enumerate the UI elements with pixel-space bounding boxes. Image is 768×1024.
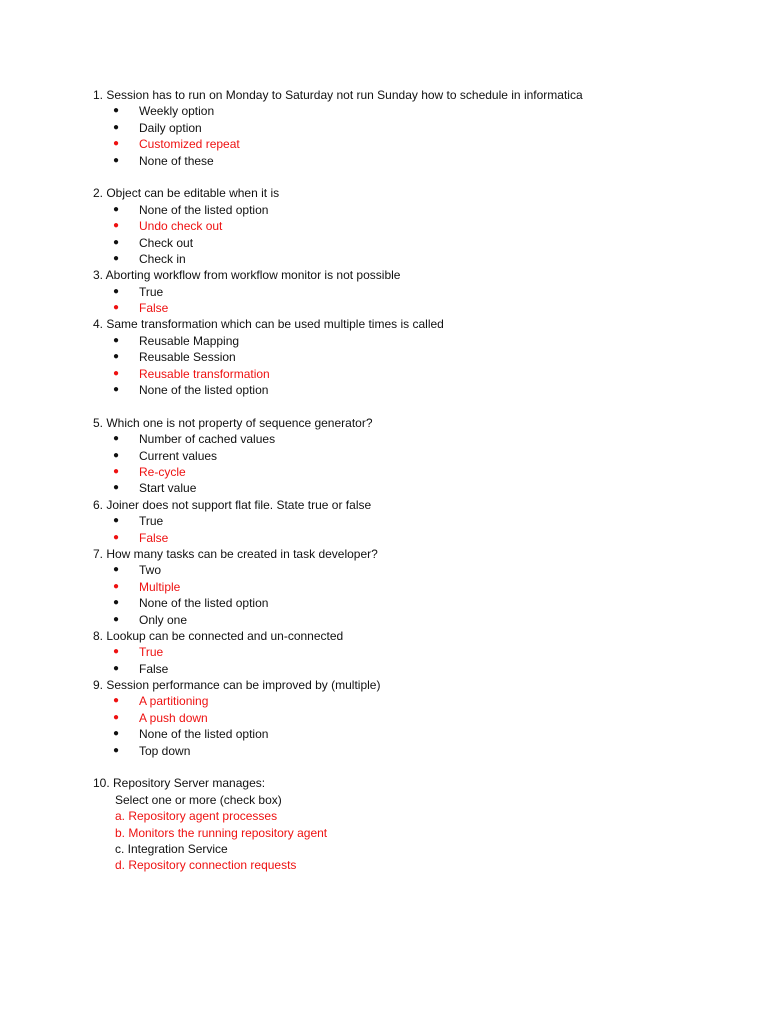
option-list <box>93 513 733 546</box>
question-title: 8. Lookup can be connected and un-connected <box>93 628 344 643</box>
option-text: Check out <box>139 235 194 250</box>
option-item <box>93 382 733 398</box>
option-item <box>93 103 733 119</box>
question-title: 3. Aborting workflow from workflow monitor is not possible <box>93 268 401 283</box>
option-item <box>93 612 733 628</box>
bullet-icon: ● <box>113 449 120 461</box>
option-list <box>93 333 733 399</box>
question-7 <box>93 546 733 628</box>
option-list <box>93 202 733 268</box>
option-item <box>93 726 733 742</box>
bullet-icon: ● <box>113 236 120 248</box>
option-item <box>93 431 733 447</box>
option-item-correct <box>93 464 733 480</box>
spacer <box>93 169 733 185</box>
bullet-icon: ● <box>113 367 120 379</box>
option-item <box>93 284 733 300</box>
option-item-correct <box>93 218 733 234</box>
bullet-icon: ● <box>113 695 120 707</box>
bullet-icon: ● <box>113 203 120 215</box>
option-item <box>93 349 733 365</box>
option-item <box>93 448 733 464</box>
bullet-icon: ● <box>113 252 120 264</box>
question-3 <box>93 267 733 316</box>
option-text: Two <box>139 563 162 578</box>
option-item <box>93 562 733 578</box>
option-item-correct <box>93 579 733 595</box>
question-title: 4. Same transformation which can be used multiple times is called <box>93 317 444 332</box>
question-5 <box>93 415 733 497</box>
question-title: 10. Repository Server manages: <box>93 776 266 791</box>
option-item <box>93 202 733 218</box>
option-text: None of these <box>139 153 214 168</box>
option-list <box>93 562 733 628</box>
option-text: Top down <box>139 743 191 758</box>
option-text: A push down <box>139 710 208 725</box>
lettered-option-correct: d. Repository connection requests <box>115 858 297 873</box>
question-list <box>93 87 733 874</box>
question-title: 9. Session performance can be improved by (multiple) <box>93 678 381 693</box>
lettered-option: c. Integration Service <box>115 841 228 856</box>
lettered-option-correct: a. Repository agent processes <box>115 809 278 824</box>
option-list <box>93 644 733 677</box>
bullet-icon: ● <box>113 646 120 658</box>
bullet-icon: ● <box>113 105 120 117</box>
bullet-icon: ● <box>113 433 120 445</box>
question-1 <box>93 87 733 169</box>
bullet-icon: ● <box>113 744 120 756</box>
option-text: Number of cached values <box>139 432 276 447</box>
option-text: True <box>139 514 164 529</box>
option-item <box>93 120 733 136</box>
question-9 <box>93 677 733 759</box>
option-text: Only one <box>139 612 188 627</box>
question-title: 7. How many tasks can be created in task developer? <box>93 546 378 561</box>
option-list <box>93 431 733 497</box>
option-item <box>93 480 733 496</box>
option-text: Reusable Mapping <box>139 333 240 348</box>
bullet-icon: ● <box>113 564 120 576</box>
option-item-correct <box>93 366 733 382</box>
option-text: False <box>139 301 169 316</box>
bullet-icon: ● <box>113 384 120 396</box>
bullet-icon: ● <box>113 597 120 609</box>
bullet-icon: ● <box>113 220 120 232</box>
question-8 <box>93 628 733 677</box>
lettered-option-correct: b. Monitors the running repository agent <box>115 825 328 840</box>
question-6 <box>93 497 733 546</box>
option-text: Customized repeat <box>139 137 240 152</box>
option-text: Reusable Session <box>139 350 236 365</box>
option-text: True <box>139 645 164 660</box>
option-item <box>93 743 733 759</box>
option-text: None of the listed option <box>139 596 269 611</box>
option-item-correct <box>93 710 733 726</box>
bullet-icon: ● <box>113 728 120 740</box>
bullet-icon: ● <box>113 515 120 527</box>
bullet-icon: ● <box>113 351 120 363</box>
question-title: 6. Joiner does not support flat file. State true or false <box>93 497 372 512</box>
bullet-icon: ● <box>113 138 120 150</box>
option-item-correct <box>93 644 733 660</box>
option-text: False <box>139 661 169 676</box>
option-list <box>93 103 733 169</box>
bullet-icon: ● <box>113 285 120 297</box>
option-text: Start value <box>139 481 197 496</box>
bullet-icon: ● <box>113 580 120 592</box>
option-item-correct <box>93 300 733 316</box>
option-item <box>93 513 733 529</box>
bullet-icon: ● <box>113 482 120 494</box>
option-item-correct <box>93 530 733 546</box>
bullet-icon: ● <box>113 302 120 314</box>
question-title: 5. Which one is not property of sequence generator? <box>93 415 373 430</box>
bullet-icon: ● <box>113 613 120 625</box>
option-item <box>93 153 733 169</box>
spacer <box>93 759 733 775</box>
spacer <box>93 398 733 414</box>
option-text: Current values <box>139 448 218 463</box>
option-item-correct <box>93 693 733 709</box>
question-instruction: Select one or more (check box) <box>115 792 282 807</box>
bullet-icon: ● <box>113 711 120 723</box>
option-text: Daily option <box>139 120 202 135</box>
option-list <box>93 284 733 317</box>
option-text: Check in <box>139 251 186 266</box>
bullet-icon: ● <box>113 121 120 133</box>
option-text: Re-cycle <box>139 464 186 479</box>
option-text: False <box>139 530 169 545</box>
question-4 <box>93 316 733 398</box>
option-item <box>93 333 733 349</box>
bullet-icon: ● <box>113 531 120 543</box>
option-item-correct <box>93 136 733 152</box>
option-text: Weekly option <box>139 104 215 119</box>
question-10 <box>93 775 733 873</box>
option-text: Multiple <box>139 579 181 594</box>
option-item <box>93 251 733 267</box>
option-text: True <box>139 284 164 299</box>
option-text: Reusable transformation <box>139 366 270 381</box>
option-text: None of the listed option <box>139 202 269 217</box>
question-title: 2. Object can be editable when it is <box>93 186 280 201</box>
bullet-icon: ● <box>113 334 120 346</box>
option-text: Undo check out <box>139 219 223 234</box>
option-item <box>93 235 733 251</box>
bullet-icon: ● <box>113 465 120 477</box>
bullet-icon: ● <box>113 154 120 166</box>
option-text: A partitioning <box>139 694 209 709</box>
question-2 <box>93 185 733 267</box>
option-text: None of the listed option <box>139 383 269 398</box>
question-title: 1. Session has to run on Monday to Saturday not run Sunday how to schedule in informatica <box>93 88 583 102</box>
option-item <box>93 595 733 611</box>
option-text: None of the listed option <box>139 727 269 742</box>
bullet-icon: ● <box>113 662 120 674</box>
option-item <box>93 661 733 677</box>
option-list <box>93 693 733 759</box>
